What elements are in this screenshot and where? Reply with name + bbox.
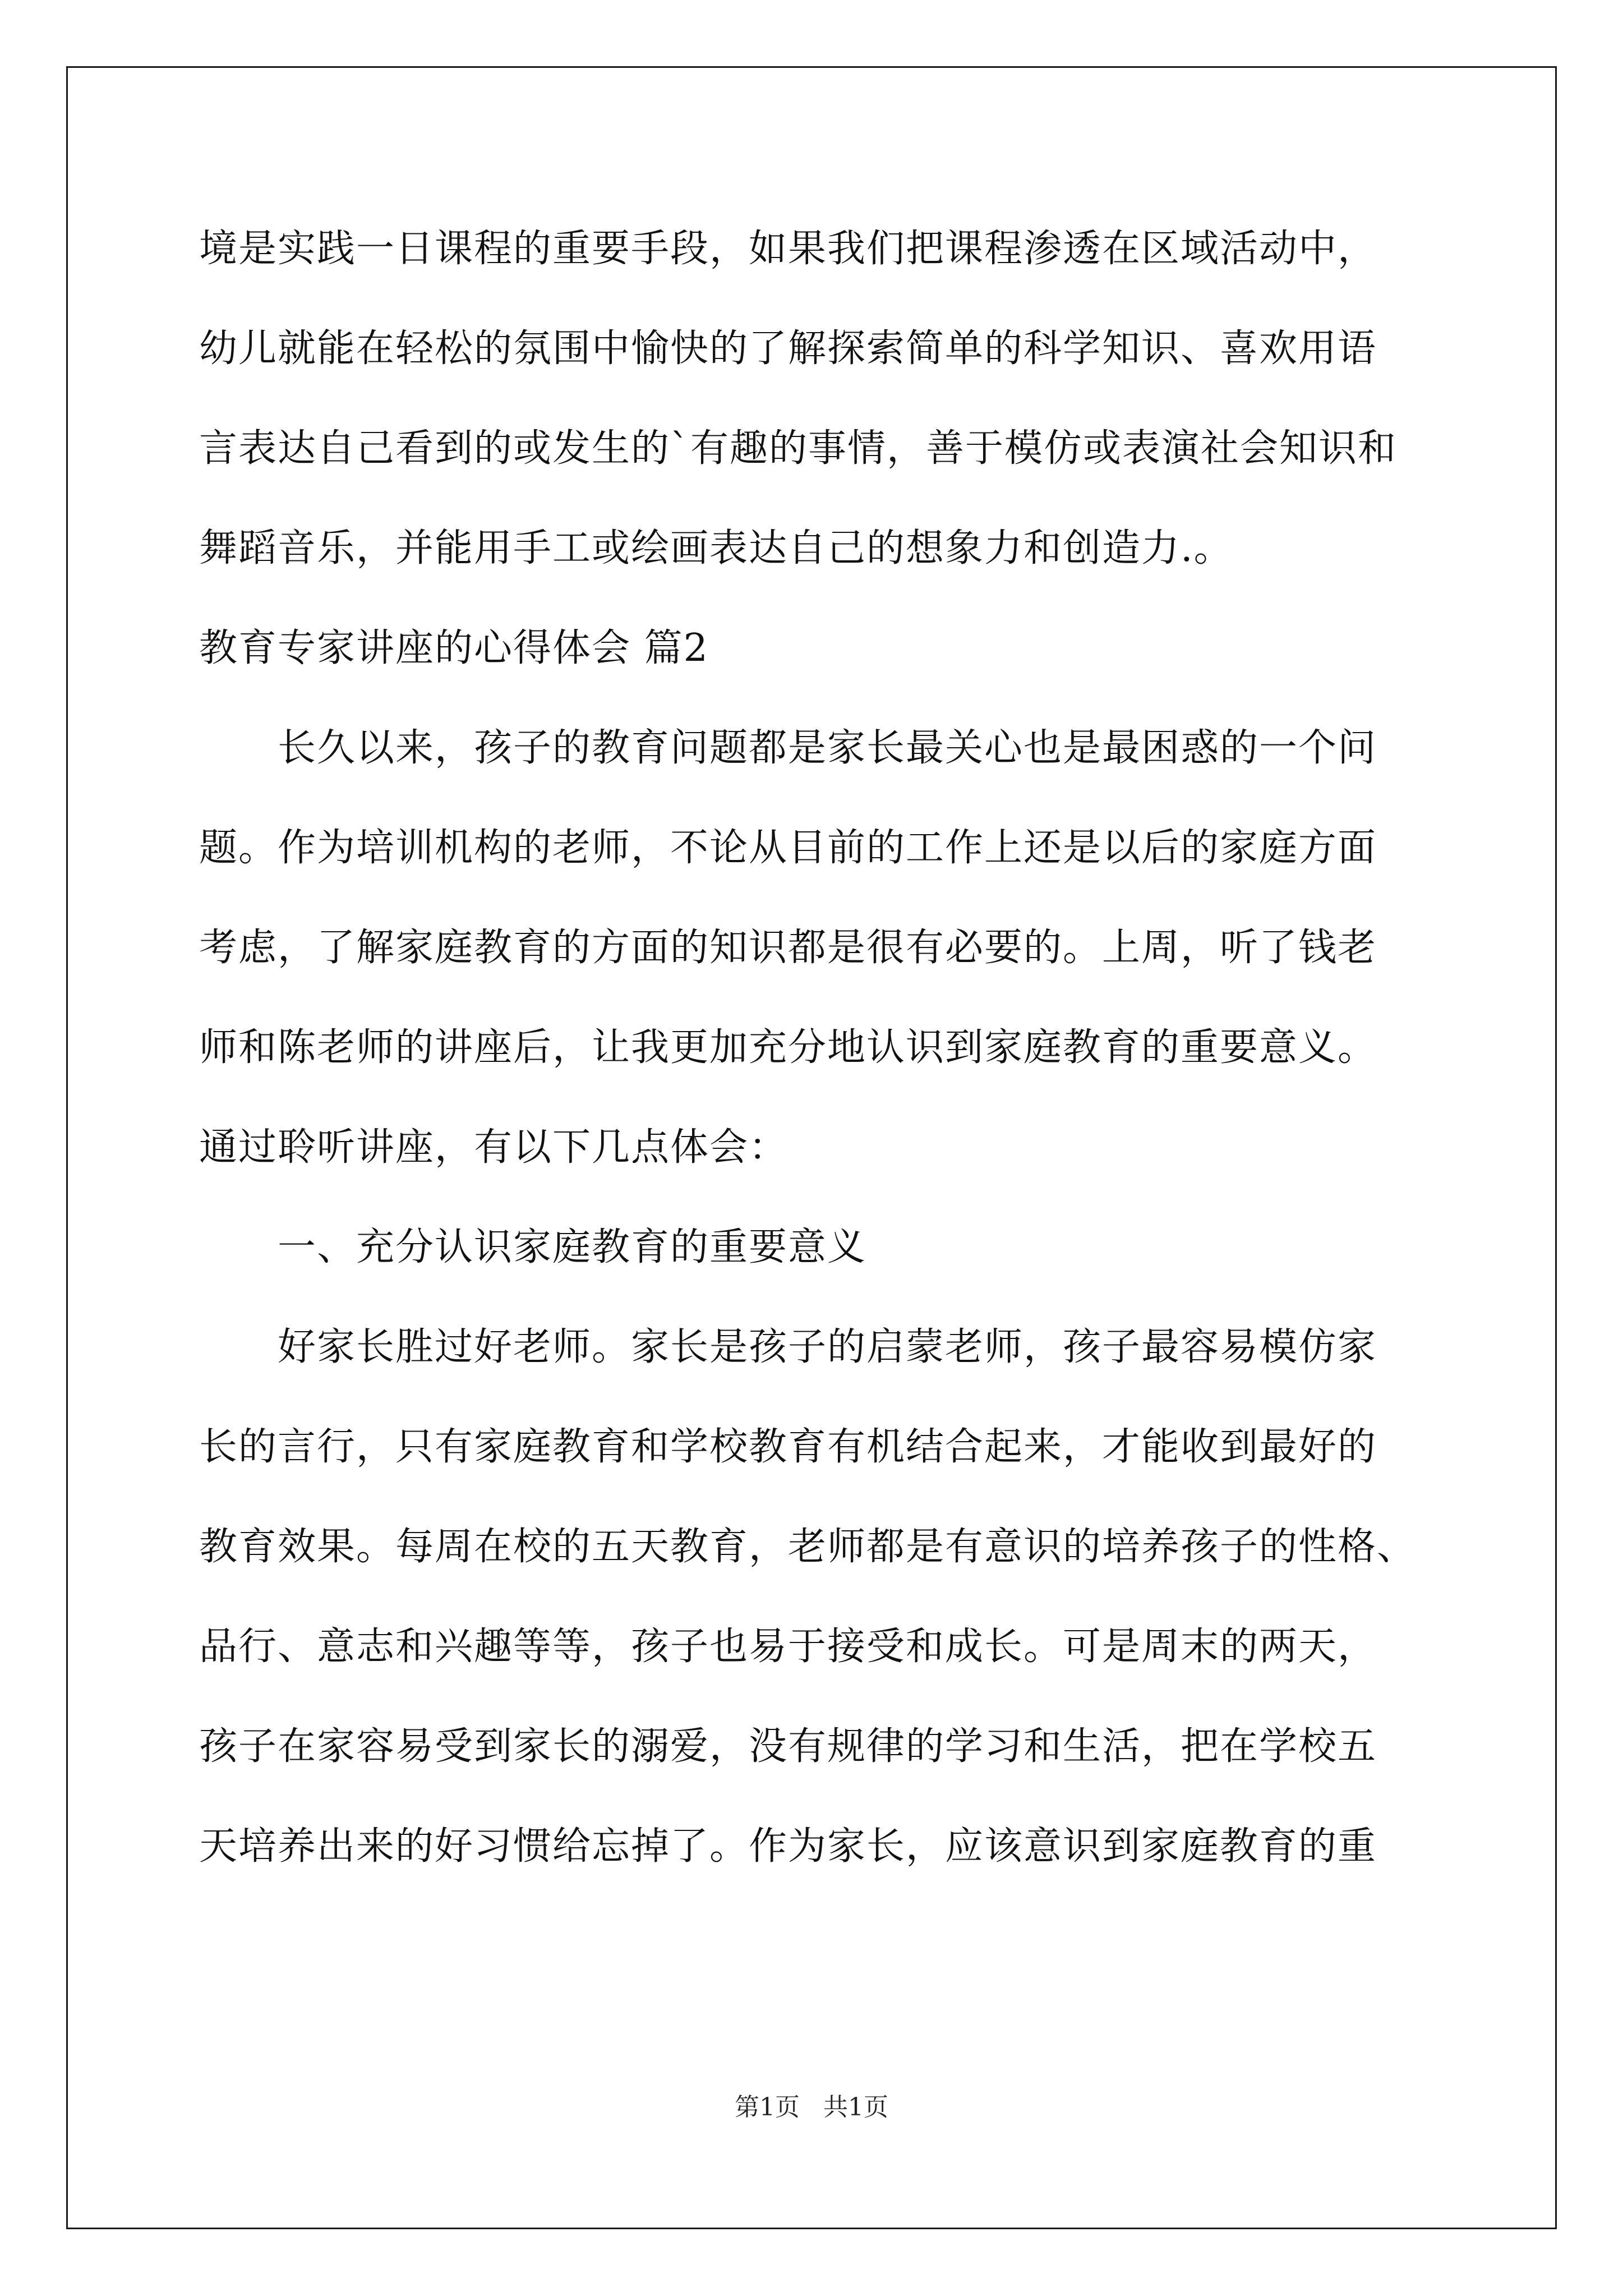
- text-line: 言表达自己看到的或发生的`有趣的事情，善于模仿或表演社会知识和: [199, 426, 1398, 471]
- section-heading: 教育专家讲座的心得体会 篇2: [199, 626, 709, 670]
- text-line: 长的言行，只有家庭教育和学校教育有机结合起来，才能收到最好的: [199, 1425, 1377, 1469]
- document-body: [199, 199, 1422, 1897]
- page-footer: [0, 2087, 1623, 2123]
- subsection-heading: 一、充分认识家庭教育的重要意义: [278, 1225, 867, 1269]
- text-line: 通过聆听讲座，有以下几点体会：: [199, 1125, 789, 1170]
- text-line: 孩子在家容易受到家长的溺爱，没有规律的学习和生活，把在学校五: [199, 1724, 1377, 1769]
- text-line: 题。作为培训机构的老师，不论从目前的工作上还是以后的家庭方面: [199, 826, 1377, 870]
- page-total: 共1页: [823, 2093, 888, 2122]
- text-line: 品行、意志和兴趣等等，孩子也易于接受和成长。可是周末的两天，: [199, 1625, 1377, 1669]
- text-line: 天培养出来的好习惯给忘掉了。作为家长，应该意识到家庭教育的重: [199, 1824, 1377, 1869]
- text-line: 教育效果。每周在校的五天教育，老师都是有意识的培养孩子的性格、: [199, 1525, 1417, 1569]
- text-line: 师和陈老师的讲座后，让我更加充分地认识到家庭教育的重要意义。: [199, 1025, 1377, 1070]
- text-line: 长久以来，孩子的教育问题都是家长最关心也是最困惑的一个问: [278, 726, 1377, 770]
- page-number: 第1页: [735, 2093, 800, 2122]
- text-line: 境是实践一日课程的重要手段，如果我们把课程渗透在区域活动中，: [199, 227, 1377, 271]
- text-line: 好家长胜过好老师。家长是孩子的启蒙老师，孩子最容易模仿家: [278, 1325, 1377, 1369]
- text-line: 幼儿就能在轻松的氛围中愉快的了解探索简单的科学知识、喜欢用语: [199, 326, 1377, 371]
- text-line: 考虑，了解家庭教育的方面的知识都是很有必要的。上周，听了钱老: [199, 926, 1377, 970]
- text-line: 舞蹈音乐，并能用手工或绘画表达自己的想象力和创造力.。: [199, 526, 1233, 570]
